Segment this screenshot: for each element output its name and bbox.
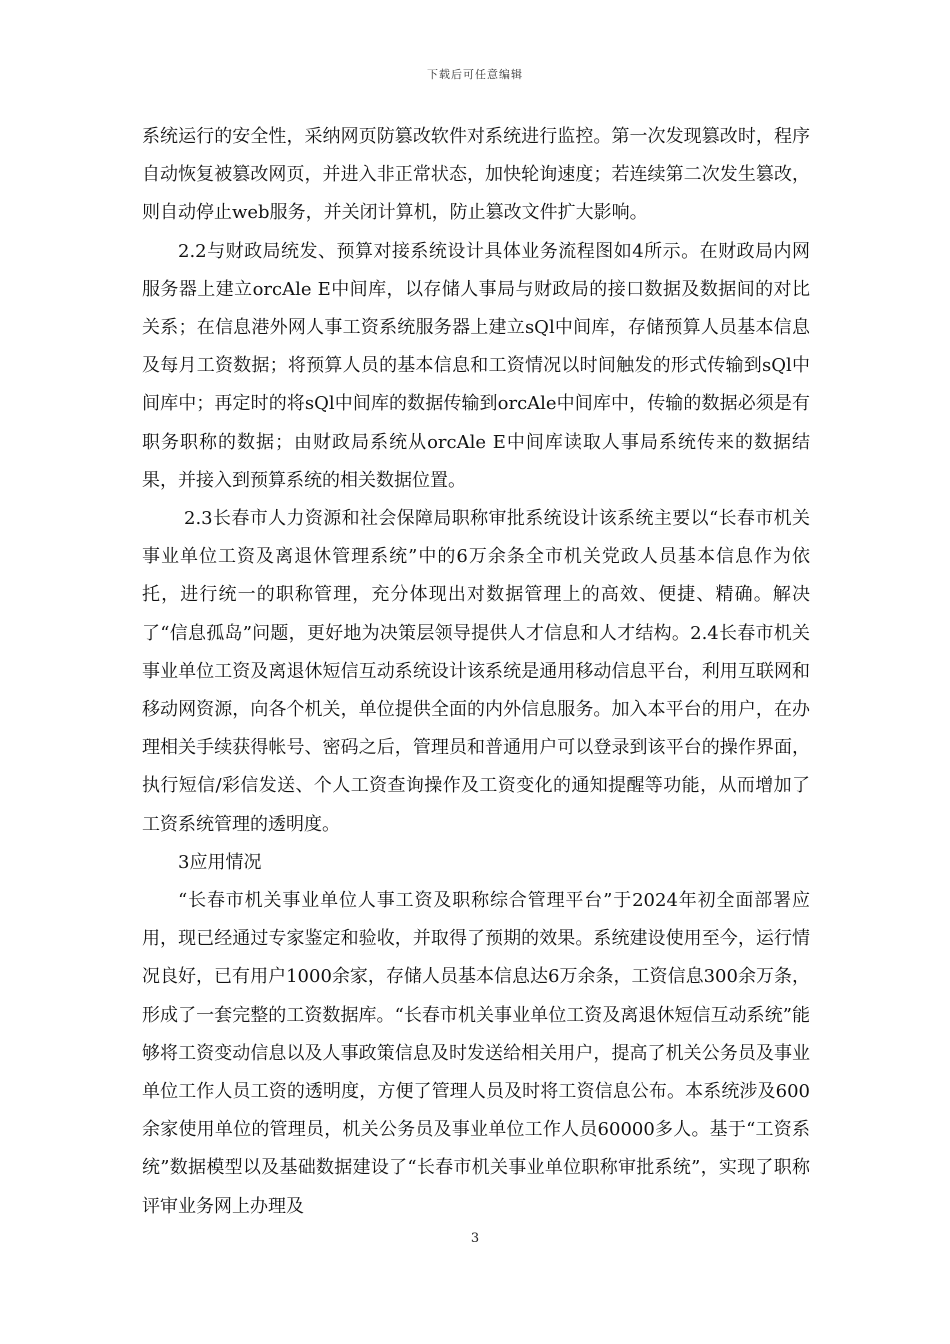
paragraph-title-approval: 2.3长春市人力资源和社会保障局职称审批系统设计该系统主要以“长春市机关事业单位工资及离退休管理系统”中的6万余条全市机关党政人员基本信息作为依托，进行统一的职称管理，充分体现出对数据管理上的高效、便捷、精确。解决了“信息孤岛”问题，更好地为决策层领导提供人才信息和人才结构。2.4长春市机关事业单位工资及离退休短信互动系统设计该系统是通用移动信息平台，利用互联网和移动网资源，向各个机关，单位提供全面的内外信息服务。加入本平台的用户，在办理相关手续获得帐号、密码之后，管理员和普通用户可以登录到该平台的操作界面，执行短信/彩信发送、个人工资查询操作及工资变化的通知提醒等功能，从而增加了工资系统管理的透明度。 <box>142 508 810 835</box>
paragraph-finance-interface: 2.2与财政局统发、预算对接系统设计具体业务流程图如4所示。在财政局内网服务器上建立orcAle E中间库，以存储人事局与财政局的接口数据及数据间的对比关系；在信息港外网人事工资系统服务器上建立sQl中间库，存储预算人员基本信息及每月工资数据；将预算人员的基本信息和工资情况以时间触发的形式传输到sQl中间库中；再定时的将sQl中间库的数据传输到orcAle中间库中，传输的数据必须是有职务职称的数据；由财政局系统从orcAle E中间库读取人事局系统传来的数据结果，并接入到预算系统的相关数据位置。 <box>142 240 810 491</box>
document-body <box>142 118 810 1226</box>
section-heading-application: 3应用情况 <box>178 851 262 873</box>
page-number: 3 <box>470 1231 480 1246</box>
paragraph-application-status: “长春市机关事业单位人事工资及职称综合管理平台”于2024年初全面部署应用，现已经通过专家鉴定和验收，并取得了预期的效果。系统建设使用至今，运行情况良好，已有用户1000余家，存储人员基本信息达6万余条，工资信息300余万条，形成了一套完整的工资数据库。“长春市机关事业单位工资及离退休短信互动系统”能够将工资变动信息以及人事政策信息及时发送给相关用户，提高了机关公务员及事业单位工作人员工资的透明度，方便了管理人员及时将工资信息公布。本系统涉及600余家使用单位的管理员，机关公务员及事业单位工作人员60000多人。基于“工资系统”数据模型以及基础数据建设了“长春市机关事业单位职称审批系统”，实现了职称评审业务网上办理及 <box>142 890 810 1217</box>
page-header: 下载后可任意编辑 <box>427 68 523 81</box>
paragraph-security: 系统运行的安全性，采纳网页防篡改软件对系统进行监控。第一次发现篡改时，程序自动恢复被篡改网页，并进入非正常状态，加快轮询速度；若连续第二次发生篡改，则自动停止web服务，并关闭计算机，防止篡改文件扩大影响。 <box>142 126 810 224</box>
